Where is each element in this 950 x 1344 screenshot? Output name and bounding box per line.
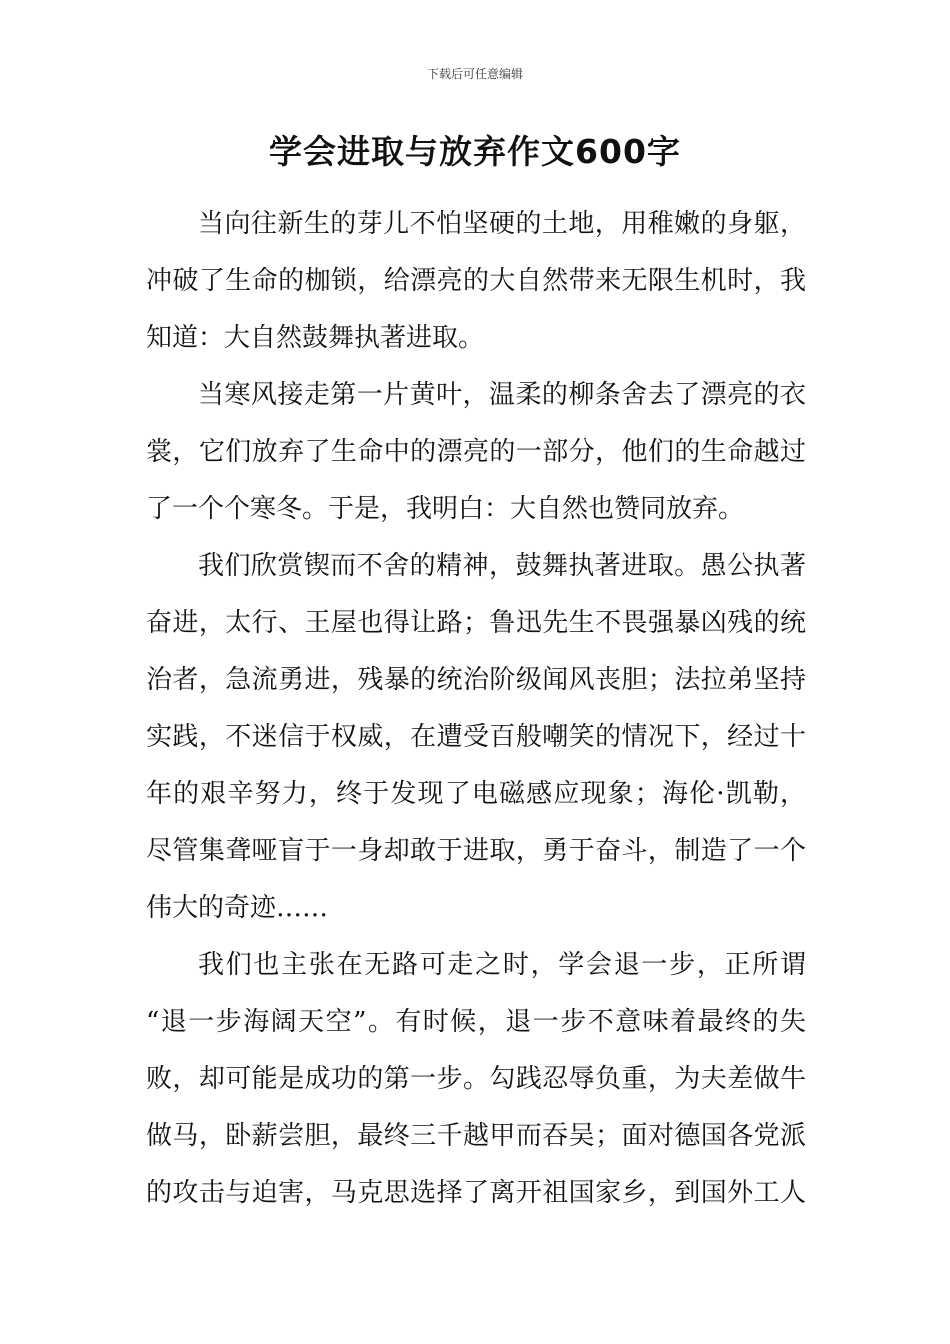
paragraph-line: 裳，它们放弃了生命中的漂亮的一部分，他们的生命越过 (146, 437, 806, 467)
paragraph-3 (146, 538, 806, 937)
paragraph-line: 我们也主张在无路可走之时，学会退一步，正所谓 (198, 950, 806, 980)
paragraph-line: 冲破了生命的枷锁，给漂亮的大自然带来无限生机时，我 (146, 266, 806, 296)
paragraph-2 (146, 367, 806, 538)
paragraph-line: 的攻击与迫害，马克思选择了离开祖国家乡，到国外工人 (146, 1178, 806, 1208)
paragraph-4 (146, 937, 806, 1222)
paragraph-1 (146, 196, 806, 367)
paragraph-line: 当向往新生的芽儿不怕坚硬的土地，用稚嫩的身躯， (198, 209, 806, 239)
paragraph-line: 知道：大自然鼓舞执著进取。 (146, 323, 485, 353)
paragraph-line: 了一个个寒冬。于是，我明白：大自然也赞同放弃。 (146, 494, 745, 524)
paragraph-line: 当寒风接走第一片黄叶，温柔的柳条舍去了漂亮的衣 (198, 380, 806, 410)
paragraph-line: 做马，卧薪尝胆，最终三千越甲而吞吴；面对德国各党派 (146, 1121, 806, 1151)
paragraph-line: “退一步海阔天空”。有时候，退一步不意味着最终的失 (146, 1007, 806, 1037)
paragraph-line: 败，却可能是成功的第一步。勾践忍辱负重，为夫差做牛 (146, 1064, 806, 1094)
paragraph-line: 实践，不迷信于权威，在遭受百般嘲笑的情况下，经过十 (146, 722, 806, 752)
paragraph-line: 我们欣赏锲而不舍的精神，鼓舞执著进取。愚公执著 (198, 551, 806, 581)
paragraph-line: 治者，急流勇进，残暴的统治阶级闻风丧胆；法拉弟坚持 (146, 665, 806, 695)
paragraph-line: 伟大的奇迹…… (146, 893, 329, 923)
document-body (146, 196, 806, 1222)
paragraph-line: 奋进，太行、王屋也得让路；鲁迅先生不畏强暴凶残的统 (146, 608, 806, 638)
header-note: 下载后可任意编辑 (426, 67, 523, 81)
paragraph-line: 尽管集聋哑盲于一身却敢于进取，勇于奋斗，制造了一个 (146, 836, 806, 866)
paragraph-line: 年的艰辛努力，终于发现了电磁感应现象；海伦·凯勒， (146, 779, 806, 809)
document-title: 学会进取与放弃作文600字 (269, 132, 681, 171)
